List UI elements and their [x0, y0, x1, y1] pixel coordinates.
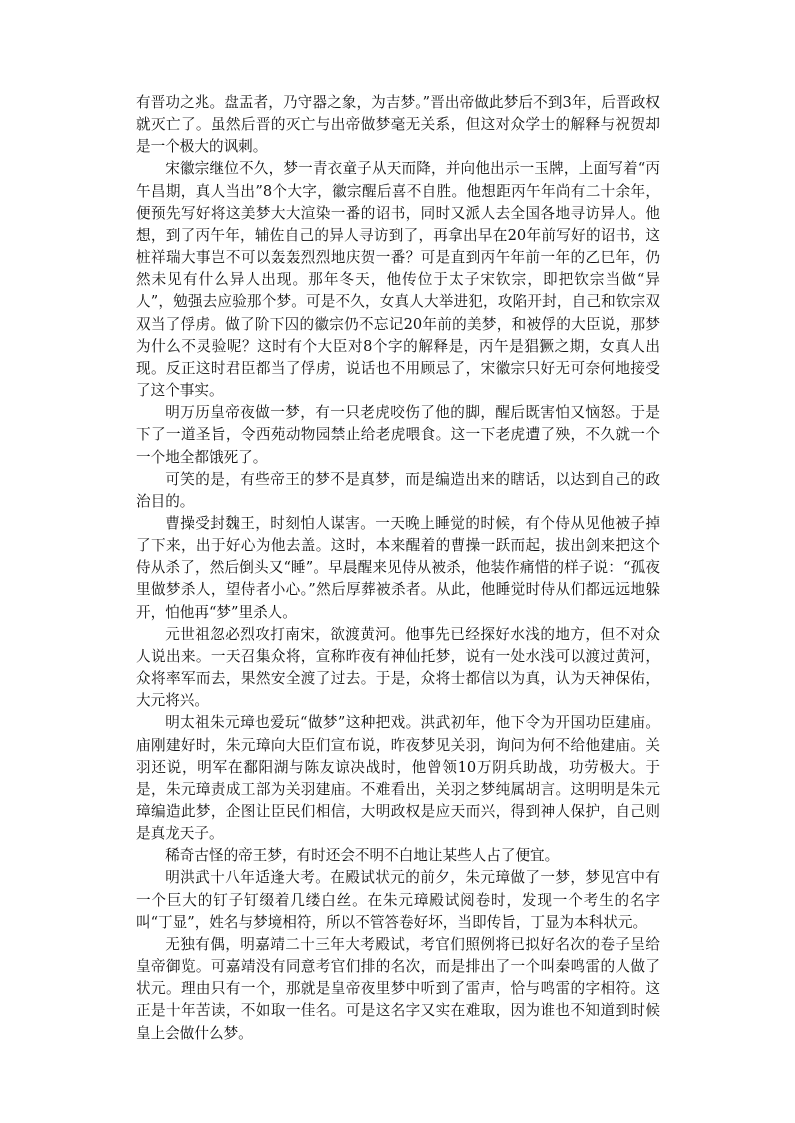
- paragraph: 明洪武十八年适逢大考。在殿试状元的前夕，朱元璋做了一梦，梦见宫中有一个巨大的钉子钉缀着几缕白丝。在朱元璋殿试阅卷时，发现一个考生的名字叫“丁显”，姓名与梦境相符，所以不管答卷好坏，当即传旨，丁显为本科状元。: [136, 869, 660, 931]
- document-page: [136, 92, 660, 1045]
- paragraph: 可笑的是，有些帝王的梦不是真梦，而是编造出来的瞎话，以达到自己的政治目的。: [136, 470, 660, 510]
- paragraph: 元世祖忽必烈攻打南宋，欲渡黄河。他事先已经探好水浅的地方，但不对众人说出来。一天召集众将，宣称昨夜有神仙托梦，说有一处水浅可以渡过黄河，众将率军而去，果然安全渡了过去。于是，众将士都信以为真，认为天神保佑，大元将兴。: [136, 625, 660, 710]
- paragraph: 明万历皇帝夜做一梦，有一只老虎咬伤了他的脚，醒后既害怕又恼怒。于是下了一道圣旨，令西苑动物园禁止给老虎喂食。这一下老虎遭了殃，不久就一个一个地全都饿死了。: [136, 404, 660, 466]
- paragraph: 有晋功之兆。盘盂者，乃守器之象，为吉梦。”晋出帝做此梦后不到3年，后晋政权就灭亡了。虽然后晋的灭亡与出帝做梦毫无关系，但这对众学士的解释与祝贺却是一个极大的讽刺。: [136, 94, 660, 156]
- paragraph: 稀奇古怪的帝王梦，有时还会不明不白地让某些人占了便宜。: [165, 847, 560, 865]
- paragraph: 无独有偶，明嘉靖二十三年大考殿试，考官们照例将已拟好名次的卷子呈给皇帝御览。可嘉靖没有同意考官们排的名次，而是排出了一个叫秦鸣雷的人做了状元。理由只有一个，那就是皇帝夜里梦中听到了雷声，恰与鸣雷的字相符。这正是十年苦读，不如取一佳名。可是这名字又实在难取，因为谁也不知道到时候皇上会做什么梦。: [136, 935, 660, 1042]
- paragraph: 曹操受封魏王，时刻怕人谋害。一天晚上睡觉的时候，有个侍从见他被子掉了下来，出于好心为他去盖。这时，本来醒着的曹操一跃而起，拔出剑来把这个侍从杀了，然后倒头又“睡”。早晨醒来见侍从被杀，他装作痛惜的样子说：“孤夜里做梦杀人，望侍者小心。”然后厚葬被杀者。从此，他睡觉时侍从们都远远地躲开，怕他再“梦”里杀人。: [136, 514, 660, 621]
- paragraph: 宋徽宗继位不久，梦一青衣童子从天而降，并向他出示一玉牌，上面写着“丙午昌期，真人当出”8个大字，徽宗醒后喜不自胜。他想距丙午年尚有二十余年，便预先写好将这美梦大大渲染一番的诏书，同时又派人去全国各地寻访异人。他想，到了丙午年，辅佐自己的异人寻访到了，再拿出早在20年前写好的诏书，这桩祥瑞大事岂不可以轰轰烈烈地庆贺一番？可是直到丙午年前一年的乙巳年，仍然未见有什么异人出现。那年冬天，他传位于太子宋钦宗，即把钦宗当做“异人”，勉强去应验那个梦。可是不久，女真人大举进犯，攻陷开封，自己和钦宗双双当了俘虏。做了阶下囚的徽宗仍不忘记20年前的美梦，和被俘的大臣说，那梦为什么不灵验呢？这时有个大臣对8个字的解释是，丙午是猖獗之期，女真人出现。反正这时君臣都当了俘虏，说话也不用顾忌了，宋徽宗只好无可奈何地接受了这个事实。: [136, 160, 660, 400]
- paragraph: 明太祖朱元璋也爱玩“做梦”这种把戏。洪武初年，他下令为开国功臣建庙。庙刚建好时，朱元璋向大臣们宣布说，昨夜梦见关羽，询问为何不给他建庙。关羽还说，明军在鄱阳湖与陈友谅决战时，他曾领10万阴兵助战，功劳极大。于是，朱元璋责成工部为关羽建庙。不难看出，关羽之梦纯属胡言。这明明是朱元璋编造此梦，企图让臣民们相信，大明政权是应天而兴，得到神人保护，自己则是真龙天子。: [136, 714, 660, 843]
